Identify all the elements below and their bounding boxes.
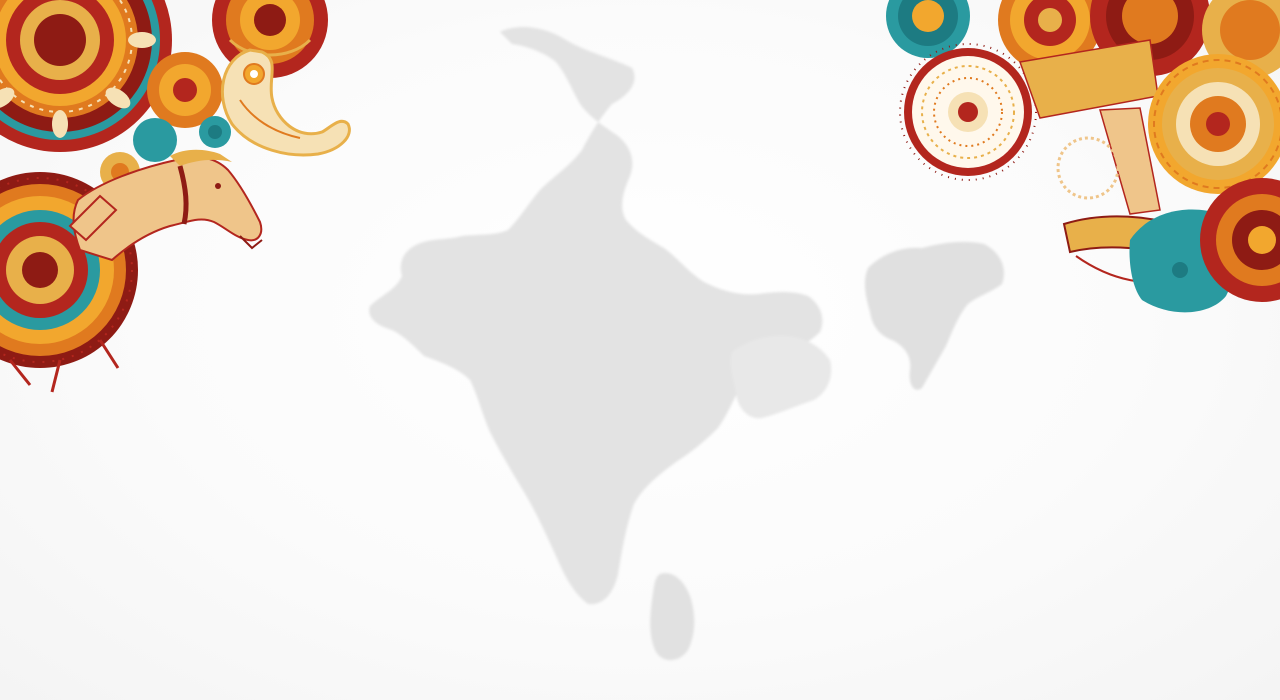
mandala-white-icon — [900, 44, 1036, 180]
mandala-cluster-right-icon — [0, 0, 1280, 330]
mandala-gold-right-icon — [1148, 54, 1280, 194]
